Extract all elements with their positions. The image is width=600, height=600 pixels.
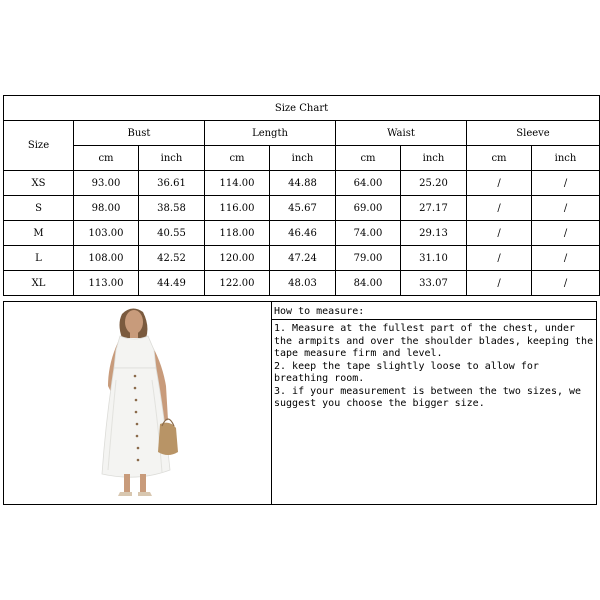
- unit-header: cm: [467, 146, 532, 171]
- dress-model-illustration: [4, 302, 271, 504]
- value-cell: 40.55: [139, 221, 205, 246]
- value-cell: 118.00: [205, 221, 270, 246]
- model-shoe: [118, 492, 132, 496]
- value-cell: 27.17: [401, 196, 467, 221]
- value-cell: 36.61: [139, 171, 205, 196]
- size-cell: L: [4, 246, 74, 271]
- value-cell: 42.52: [139, 246, 205, 271]
- bust-header: Bust: [74, 121, 205, 146]
- table-row: [4, 271, 600, 296]
- value-cell: 45.67: [270, 196, 336, 221]
- value-cell: /: [532, 196, 600, 221]
- value-cell: /: [467, 196, 532, 221]
- unit-header: cm: [205, 146, 270, 171]
- size-cell: XS: [4, 171, 74, 196]
- value-cell: 103.00: [74, 221, 139, 246]
- model-leg: [140, 474, 146, 492]
- value-cell: 116.00: [205, 196, 270, 221]
- table-row: [4, 221, 600, 246]
- value-cell: 64.00: [336, 171, 401, 196]
- size-cell: S: [4, 196, 74, 221]
- crop-top: [114, 336, 156, 368]
- woven-bag: [158, 423, 178, 455]
- value-cell: 69.00: [336, 196, 401, 221]
- how-to-measure-heading: How to measure:: [272, 302, 596, 320]
- value-cell: 44.49: [139, 271, 205, 296]
- value-cell: 114.00: [205, 171, 270, 196]
- size-column-header: Size: [4, 121, 74, 171]
- value-cell: 25.20: [401, 171, 467, 196]
- value-cell: 122.00: [205, 271, 270, 296]
- value-cell: 31.10: [401, 246, 467, 271]
- unit-header: inch: [139, 146, 205, 171]
- sleeve-header: Sleeve: [467, 121, 600, 146]
- value-cell: 48.03: [270, 271, 336, 296]
- unit-header: cm: [74, 146, 139, 171]
- unit-header: inch: [401, 146, 467, 171]
- measure-step: 1. Measure at the fullest part of the chest, under the armpits and over the shoulder blades, keeping the tape measure firm and level.: [274, 323, 594, 359]
- table-row: [4, 246, 600, 271]
- value-cell: /: [467, 221, 532, 246]
- value-cell: /: [532, 246, 600, 271]
- size-chart-title: Size Chart: [4, 96, 600, 121]
- model-leg: [124, 474, 130, 492]
- unit-header: inch: [532, 146, 600, 171]
- product-photo: [4, 302, 272, 504]
- measure-step: 2. keep the tape slightly loose to allow for breathing room.: [274, 360, 539, 384]
- size-chart-table: [3, 95, 600, 296]
- value-cell: 38.58: [139, 196, 205, 221]
- value-cell: 93.00: [74, 171, 139, 196]
- size-cell: XL: [4, 271, 74, 296]
- value-cell: 120.00: [205, 246, 270, 271]
- value-cell: 33.07: [401, 271, 467, 296]
- value-cell: 46.46: [270, 221, 336, 246]
- value-cell: /: [467, 271, 532, 296]
- value-cell: /: [532, 271, 600, 296]
- model-neck: [130, 330, 138, 338]
- value-cell: 47.24: [270, 246, 336, 271]
- waist-header: Waist: [336, 121, 467, 146]
- unit-header: cm: [336, 146, 401, 171]
- measure-info-box: [3, 301, 597, 505]
- measure-step: 3. if your measurement is between the two sizes, we suggest you choose the bigger size.: [274, 385, 582, 409]
- value-cell: /: [532, 221, 600, 246]
- table-row: [4, 171, 600, 196]
- how-to-measure-panel: [272, 302, 596, 504]
- value-cell: 108.00: [74, 246, 139, 271]
- value-cell: /: [467, 171, 532, 196]
- measure-steps: [272, 320, 596, 411]
- model-shoe: [138, 492, 152, 496]
- size-cell: M: [4, 221, 74, 246]
- value-cell: /: [532, 171, 600, 196]
- value-cell: 29.13: [401, 221, 467, 246]
- value-cell: 84.00: [336, 271, 401, 296]
- value-cell: 79.00: [336, 246, 401, 271]
- value-cell: 74.00: [336, 221, 401, 246]
- table-row: [4, 196, 600, 221]
- value-cell: /: [467, 246, 532, 271]
- length-header: Length: [205, 121, 336, 146]
- value-cell: 113.00: [74, 271, 139, 296]
- unit-header: inch: [270, 146, 336, 171]
- value-cell: 44.88: [270, 171, 336, 196]
- unit-header-row: [4, 146, 600, 171]
- value-cell: 98.00: [74, 196, 139, 221]
